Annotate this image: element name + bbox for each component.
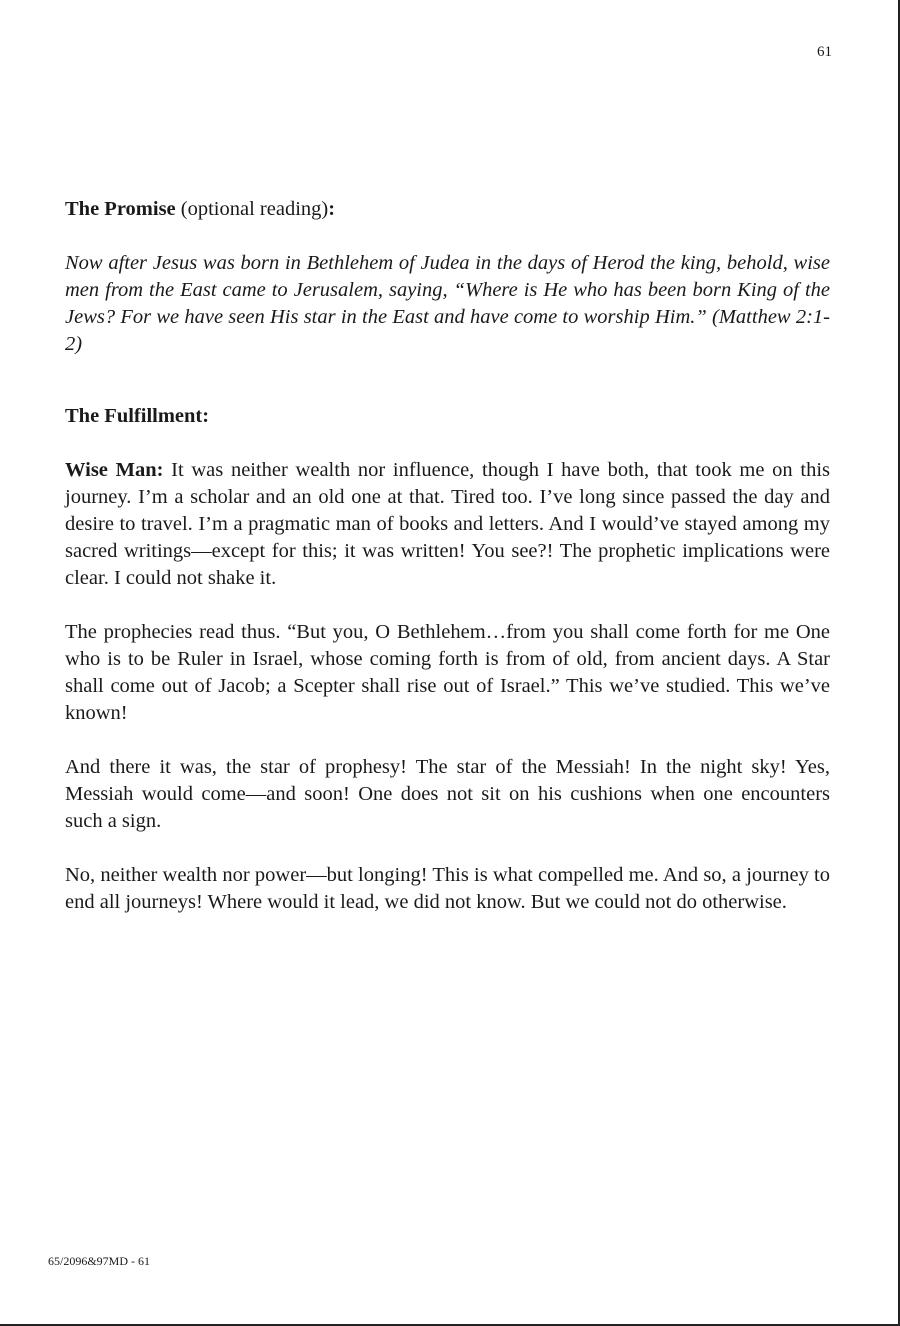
fulfillment-paragraph-1 [65,457,830,592]
speaker-label: Wise Man: [65,459,164,481]
promise-heading-title: The Promise [65,198,176,220]
section-spacer [65,385,830,403]
promise-heading-note: (optional reading) [175,198,329,220]
fulfillment-paragraph-4: No, neither wealth nor power—but longing! This is what compelled me. And so, a journey to end all journeys! Where would it lead, we did not know. But we could not do otherwise. [65,864,830,913]
promise-heading-colon: : [328,198,336,220]
paragraph-1-text: It was neither wealth nor influence, though I have both, that took me on this journey. I’m a scholar and an old one at that. Tired too. I’ve long since passed the day and desire to travel. I’m a pragmatic man of books and letters. And I would’ve stayed among my sacred writings—except for this; it was written! You see?! The prophetic implications were clear. I could not shake it. [65,459,830,589]
promise-heading [65,196,830,223]
footer-code: 65/2096&97MD - 61 [48,1254,150,1268]
fulfillment-paragraph-2: The prophecies read thus. “But you, O Bethlehem…from you shall come forth for me One who is to be Ruler in Israel, whose coming forth is from of old, from ancient days. A Star shall come out of Jacob; a Scepter shall rise out of Israel.” This we’ve studied. This we’ve known! [65,621,830,724]
page-number: 61 [817,44,832,60]
page-content [65,196,830,943]
fulfillment-paragraph-3: And there it was, the star of prophesy! The star of the Messiah! In the night sky! Yes, Messiah would come—and soon! One does not sit on his cushions when one encounters such a sign. [65,756,830,832]
promise-scripture-quote: Now after Jesus was born in Bethlehem of Judea in the days of Herod the king, behold, wise men from the East came to Jerusalem, saying, “Where is He who has been born King of the Jews? For we have seen His star in the East and have come to worship Him.” (Matthew 2:1-2) [65,252,830,355]
fulfillment-heading: The Fulfillment: [65,405,210,427]
